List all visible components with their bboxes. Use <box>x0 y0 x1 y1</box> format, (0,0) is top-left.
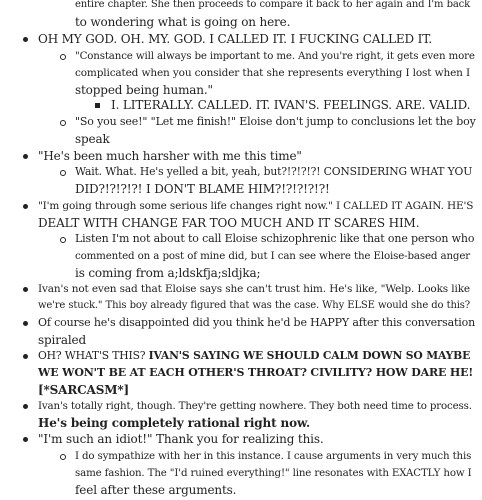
bullet-disc-icon <box>23 287 28 292</box>
bullet-circle-icon <box>60 170 66 176</box>
list-item: "So you see!" "Let me finish!" Eloise don't jump to conclusions let the boy <box>75 115 476 128</box>
list-item: I do sympathize with her in this instance. I cause arguments in very much this <box>75 450 472 462</box>
bullet-disc-icon <box>23 354 28 359</box>
list-item: I. LITERALLY. CALLED. IT. IVAN'S. FEELINGS. ARE. VALID. <box>111 98 471 112</box>
bullet-circle-icon <box>60 237 66 243</box>
list-item: OH MY GOD. OH. MY. GOD. I CALLED IT. I FUCKING CALLED IT. <box>38 32 433 46</box>
list-item: "He's been much harsher with me this time" <box>38 149 302 163</box>
list-item-continuation: stopped being human." <box>75 83 213 97</box>
bullet-circle-icon <box>60 454 66 460</box>
list-item-continuation: speak <box>75 132 110 146</box>
list-item: "Constance will always be important to me. And you're right, it gets even more <box>75 50 475 62</box>
list-item: Listen I'm not about to call Eloise schizophrenic like that one person who <box>75 232 475 245</box>
emphasis-text: IVAN'S SAYING WE SHOULD CALM DOWN SO MAYBE <box>148 349 471 362</box>
list-item: Ivan's totally right, though. They're getting nowhere. They both need time to process. <box>38 400 472 412</box>
list-item: "I'm going through some serious life changes right now." I CALLED IT AGAIN. HE'S <box>38 200 474 212</box>
list-item-continuation: feel after these arguments. <box>75 483 237 497</box>
bullet-disc-icon <box>23 437 28 442</box>
list-item: Ivan's not even sad that Eloise says she can't trust him. He's like, "Welp. Looks like <box>38 283 470 295</box>
list-item: Wait. What. He's yelled a bit, yeah, but?!?!?!?! CONSIDERING WHAT YOU <box>75 165 473 178</box>
paragraph-line: to wondering what is going on here. <box>75 15 291 29</box>
list-item-continuation: DID?!?!?!?! I DON'T BLAME HIM?!?!?!?!?! <box>75 182 330 196</box>
list-item-text: OH? WHAT'S THIS? <box>38 349 149 362</box>
list-item-continuation: same fashion. The "I'd ruined everything!" line resonates with EXACTLY how I <box>75 467 472 479</box>
bullet-circle-icon <box>60 120 66 126</box>
list-item-continuation: commented on a post of mine did, but I can see where the Eloise-based anger <box>75 250 470 262</box>
bullet-circle-icon <box>60 54 66 60</box>
list-item-continuation: spiraled <box>38 333 86 347</box>
bullet-disc-icon <box>23 37 28 42</box>
paragraph-line: entire chapter. She then proceeds to compare it back to her again and I'm back <box>75 0 470 10</box>
list-item-continuation: we're stuck." This boy already figured that was the case. Why ELSE would she do this? <box>38 300 470 311</box>
bullet-disc-icon <box>23 321 28 326</box>
bullet-disc-icon <box>23 154 28 159</box>
list-item: Of course he's disappointed did you think he'd be HAPPY after this conversation <box>38 316 476 329</box>
bullet-disc-icon <box>23 204 28 209</box>
emphasis-text: He's being completely rational right now. <box>38 416 310 430</box>
list-item <box>38 347 470 365</box>
emphasis-text: WE WON'T BE AT EACH OTHER'S THROAT? CIVILITY? HOW DARE HE! <box>38 366 474 379</box>
list-item-continuation: DEALT WITH CHANGE FAR TOO MUCH AND IT SCARES HIM. <box>38 216 420 230</box>
emphasis-text: [*SARCASM*] <box>38 383 130 397</box>
bullet-square-icon <box>95 103 100 108</box>
bullet-disc-icon <box>23 404 28 409</box>
list-item: "I'm such an idiot!" Thank you for realizing this. <box>38 432 324 446</box>
list-item-continuation: complicated when you consider that she represents everything I lost when I <box>75 67 470 79</box>
list-item-continuation: is coming from a;ldskfja;sldjka; <box>75 266 261 280</box>
